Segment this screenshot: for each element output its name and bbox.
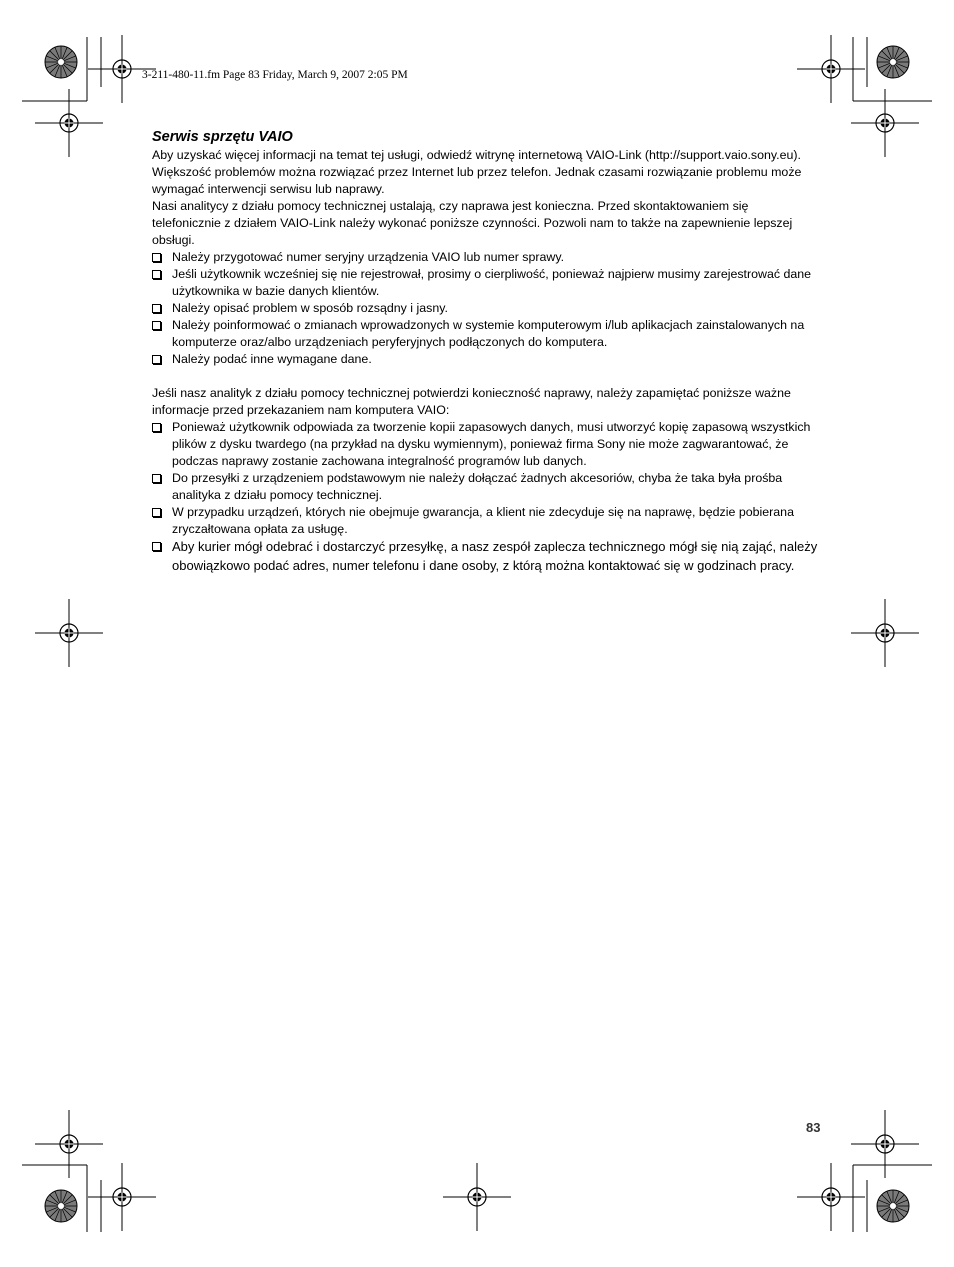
spacer: [152, 368, 820, 385]
checkbox-icon: [152, 423, 161, 432]
list-item: Ponieważ użytkownik odpowiada za tworzenie kopii zapasowych danych, musi utworzyć kopię zapasową wszystkich plików z dysku twardego (na przykład na dysku wymiennym), ponieważ firma Sony nie może zagwarantować, że podczas naprawy zostanie zachowana integralność programów lub danych.: [152, 419, 820, 470]
page-content: [152, 128, 820, 575]
intro-paragraph-2: Nasi analitycy z działu pomocy technicznej ustalają, czy naprawa jest konieczna. Przed skontaktowaniem się telefonicznie z działem VAIO-Link należy wykonać poniższe czynności. Pozwoli nam to także na zapewnienie lepszej obsługi.: [152, 199, 793, 247]
list-item: Aby kurier mógł odebrać i dostarczyć przesyłkę, a nasz zespół zaplecza technicznego mógł się nią zająć, należy obowiązkowo podać adres, numer telefonu i dane osoby, z którą można kontaktować się w godzinach pracy.: [152, 538, 820, 575]
checkbox-icon: [152, 321, 161, 330]
checkbox-icon: [152, 304, 161, 313]
intro-paragraph: Aby uzyskać więcej informacji na temat tej usługi, odwiedź witrynę internetową VAIO-Link (http://support.vaio.sony.eu). Większość problemów można rozwiązać przez Internet lub przez telefon. Jednak czasami rozwiązanie problemu może wymagać interwencji serwisu lub naprawy.: [152, 148, 802, 196]
repair-paragraph: Jeśli nasz analityk z działu pomocy technicznej potwierdzi konieczność naprawy, należy zapamiętać poniższe ważne informacje przed przekazaniem nam komputera VAIO:: [152, 386, 791, 417]
file-slug: 3-211-480-11.fm Page 83 Friday, March 9, 2007 2:05 PM: [142, 69, 408, 81]
list-item: Należy opisać problem w sposób rozsądny i jasny.: [152, 300, 820, 317]
checkbox-icon: [152, 355, 161, 364]
checklist-repair: [152, 419, 820, 575]
checkbox-icon: [152, 474, 161, 483]
section-title: Serwis sprzętu VAIO: [152, 129, 293, 145]
checkbox-icon: [152, 542, 161, 551]
list-item: Należy poinformować o zmianach wprowadzonych w systemie komputerowym i/lub aplikacjach zainstalowanych na komputerze oraz/albo urządzeniach peryferyjnych podłączonych do komputera.: [152, 317, 820, 351]
list-item: Należy podać inne wymagane dane.: [152, 351, 820, 368]
list-item: Należy przygotować numer seryjny urządzenia VAIO lub numer sprawy.: [152, 249, 820, 266]
checkbox-icon: [152, 253, 161, 262]
list-item: Do przesyłki z urządzeniem podstawowym nie należy dołączać żadnych akcesoriów, chyba że taka była prośba analityka z działu pomocy technicznej.: [152, 470, 820, 504]
checkbox-icon: [152, 270, 161, 279]
list-item: W przypadku urządzeń, których nie obejmuje gwarancja, a klient nie zdecyduje się na naprawę, będzie pobierana zryczałtowana opłata za usługę.: [152, 504, 820, 538]
checklist-before-contact: [152, 249, 820, 368]
checkbox-icon: [152, 508, 161, 517]
page-number: 83: [806, 1120, 821, 1135]
list-item: Jeśli użytkownik wcześniej się nie rejestrował, prosimy o cierpliwość, ponieważ najpierw musimy zarejestrować dane użytkownika w bazie danych klientów.: [152, 266, 820, 300]
